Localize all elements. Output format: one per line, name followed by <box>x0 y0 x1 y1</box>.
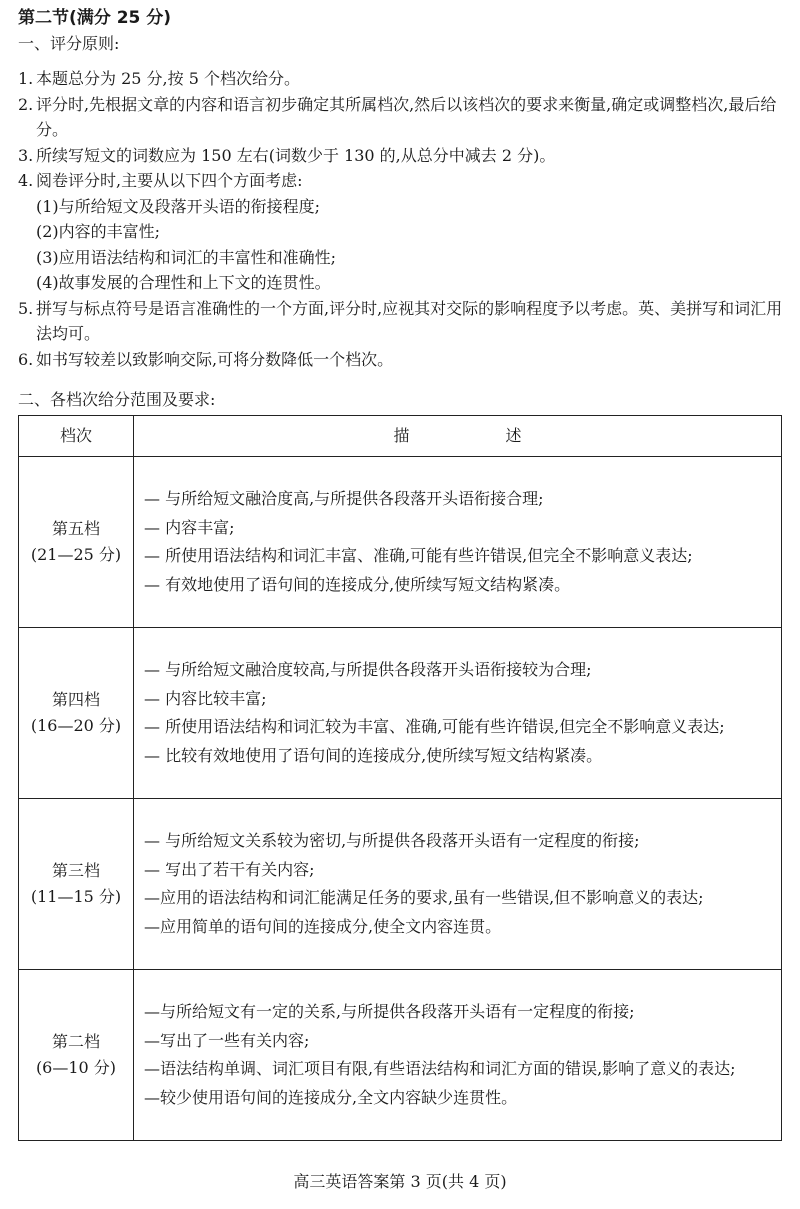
desc-line: — 与所给短文融洽度较高,与所提供各段落开头语衔接较为合理; <box>144 660 592 679</box>
band-range: (11—15 分) <box>30 887 122 906</box>
band-description <box>134 457 781 627</box>
desc-line: — 内容丰富; <box>144 517 235 537</box>
consideration-item: (1)与所给短文及段落开头语的衔接程度; <box>36 196 321 216</box>
band-description <box>134 970 781 1140</box>
scoring-table <box>18 415 782 1141</box>
principles-heading: 一、评分原则: <box>18 34 120 53</box>
band-name: 第四档 <box>51 690 100 709</box>
table-row <box>19 969 781 1140</box>
header-desc <box>134 416 781 456</box>
band-range: (16—20 分) <box>30 716 122 735</box>
desc-line: —语法结构单调、词汇项目有限,有些语法结构和词汇方面的错误,影响了意义的表达; <box>144 1059 736 1078</box>
header-desc-char: 述 <box>505 425 522 445</box>
consideration-item: (3)应用语法结构和词汇的丰富性和准确性; <box>36 247 337 267</box>
rule-item: 5. 拼写与标点符号是语言准确性的一个方面,评分时,应视其对交际的影响程度予以考虑。英、美拼写和词汇用法均可。 <box>18 298 783 343</box>
rules-list <box>18 66 788 372</box>
rule-item: 1. 本题总分为 25 分,按 5 个档次给分。 <box>18 69 300 88</box>
desc-line: —较少使用语句间的连接成分,全文内容缺少连贯性。 <box>144 1087 518 1107</box>
desc-line: — 所使用语法结构和词汇丰富、准确,可能有些许错误,但完全不影响意义表达; <box>144 546 693 565</box>
rule-item: 4. 阅卷评分时,主要从以下四个方面考虑: <box>18 171 303 190</box>
band-level <box>19 799 134 969</box>
desc-line: — 所使用语法结构和词汇较为丰富、准确,可能有些许错误,但完全不影响意义表达; <box>144 717 725 736</box>
band-range: (21—25 分) <box>30 545 122 564</box>
desc-line: —应用的语法结构和词汇能满足任务的要求,虽有一些错误,但不影响意义的表达; <box>144 888 704 907</box>
band-description <box>134 628 781 798</box>
desc-line: —应用简单的语句间的连接成分,使全文内容连贯。 <box>144 916 502 936</box>
section-title: 第二节(满分 25 分) <box>18 8 172 28</box>
table-row <box>19 798 781 969</box>
consideration-item: (4)故事发展的合理性和上下文的连贯性。 <box>36 273 331 292</box>
band-description <box>134 799 781 969</box>
header-desc-char: 描 <box>393 425 410 445</box>
desc-line: — 与所给短文关系较为密切,与所提供各段落开头语有一定程度的衔接; <box>144 831 640 850</box>
consideration-item: (2)内容的丰富性; <box>36 222 161 241</box>
band-name: 第五档 <box>51 519 100 538</box>
desc-line: — 比较有效地使用了语句间的连接成分,使所续写短文结构紧凑。 <box>144 745 603 765</box>
table-row <box>19 627 781 798</box>
rule-item: 3. 所续写短文的词数应为 150 左右(词数少于 130 的,从总分中减去 2 分)。 <box>18 145 556 165</box>
desc-line: —写出了一些有关内容; <box>144 1030 310 1050</box>
desc-line: — 内容比较丰富; <box>144 688 267 708</box>
header-level: 档次 <box>19 416 134 456</box>
desc-line: — 写出了若干有关内容; <box>144 859 315 879</box>
bands-heading: 二、各档次给分范围及要求: <box>18 390 216 409</box>
page-footer: 高三英语答案第 3 页(共 4 页) <box>293 1172 507 1191</box>
rule-item: 6. 如书写较差以致影响交际,可将分数降低一个档次。 <box>18 349 394 369</box>
band-name: 第三档 <box>51 861 100 880</box>
table-row <box>19 456 781 627</box>
desc-line: — 与所给短文融洽度高,与所提供各段落开头语衔接合理; <box>144 489 544 508</box>
band-level <box>19 970 134 1140</box>
desc-line: —与所给短文有一定的关系,与所提供各段落开头语有一定程度的衔接; <box>144 1002 635 1021</box>
rule-item: 2. 评分时,先根据文章的内容和语言初步确定其所属档次,然后以该档次的要求来衡量,确定或调整档次,最后给分。 <box>18 94 777 139</box>
band-level <box>19 457 134 627</box>
desc-line: — 有效地使用了语句间的连接成分,使所续写短文结构紧凑。 <box>144 574 571 594</box>
table-header-row <box>19 416 781 456</box>
band-name: 第二档 <box>51 1032 100 1051</box>
band-range: (6—10 分) <box>35 1058 117 1077</box>
band-level <box>19 628 134 798</box>
